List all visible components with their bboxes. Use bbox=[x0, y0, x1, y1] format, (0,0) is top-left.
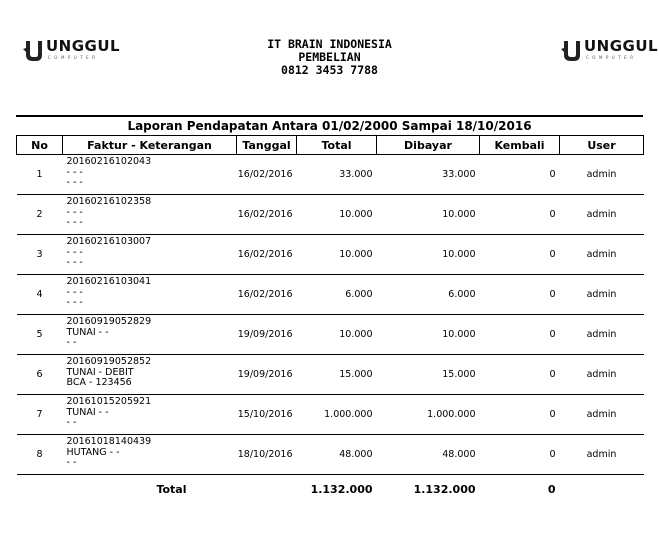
cell-total: 10.000 bbox=[297, 195, 377, 235]
cell-total: 48.000 bbox=[297, 435, 377, 475]
col-header-tanggal: Tanggal bbox=[237, 136, 297, 155]
logo-subtext: COMPUTER bbox=[48, 55, 99, 60]
cell-kembali: 0 bbox=[480, 435, 560, 475]
faktur-note-1: TUNAI - DEBIT bbox=[66, 366, 134, 378]
cell-dibayar: 10.000 bbox=[377, 195, 480, 235]
col-header-dibayar: Dibayar bbox=[377, 136, 480, 155]
faktur-note-2: - - - bbox=[66, 297, 83, 308]
cell-total: 6.000 bbox=[297, 275, 377, 315]
logo-text: UNGGUL bbox=[584, 37, 659, 55]
cell-tanggal: 16/02/2016 bbox=[237, 235, 297, 275]
cell-total: 33.000 bbox=[297, 155, 377, 195]
table-row bbox=[17, 355, 644, 395]
totals-kembali: 0 bbox=[547, 482, 556, 496]
totals-total: 1.132.000 bbox=[310, 482, 373, 496]
faktur-note-1: TUNAI - - bbox=[66, 406, 109, 418]
company-name: IT BRAIN INDONESIA bbox=[267, 37, 392, 51]
faktur-note-2: - - - bbox=[66, 177, 83, 188]
cell-kembali: 0 bbox=[480, 155, 560, 195]
cell-dibayar: 10.000 bbox=[377, 235, 480, 275]
cell-user: admin bbox=[560, 315, 644, 355]
cell-no: 8 bbox=[17, 435, 63, 475]
cell-kembali: 0 bbox=[480, 355, 560, 395]
cell-tanggal: 16/02/2016 bbox=[237, 275, 297, 315]
cell-tanggal: 19/09/2016 bbox=[237, 355, 297, 395]
cell-no: 1 bbox=[17, 155, 63, 195]
totals-dibayar: 1.132.000 bbox=[413, 482, 476, 496]
cell-no: 4 bbox=[17, 275, 63, 315]
table-row bbox=[17, 315, 644, 355]
table-row bbox=[17, 395, 644, 435]
faktur-number: 20161015205921 bbox=[66, 396, 152, 407]
faktur-note-1: - - - bbox=[66, 206, 83, 218]
cell-dibayar: 6.000 bbox=[377, 275, 480, 315]
cell-user: admin bbox=[560, 275, 644, 315]
table-row bbox=[17, 235, 644, 275]
faktur-note-2: - - - bbox=[66, 257, 83, 268]
table-row bbox=[17, 195, 644, 235]
col-header-faktur: Faktur - Keterangan bbox=[63, 136, 237, 155]
cell-tanggal: 18/10/2016 bbox=[237, 435, 297, 475]
faktur-note-2: - - bbox=[66, 417, 77, 428]
totals-row bbox=[17, 475, 644, 504]
cell-faktur bbox=[63, 315, 237, 355]
cell-kembali: 0 bbox=[480, 315, 560, 355]
cell-user: admin bbox=[560, 355, 644, 395]
faktur-number: 20160919052829 bbox=[66, 316, 152, 327]
table-row bbox=[17, 435, 644, 475]
cell-dibayar: 10.000 bbox=[377, 315, 480, 355]
cell-faktur bbox=[63, 155, 237, 195]
cell-faktur bbox=[63, 195, 237, 235]
cell-total: 15.000 bbox=[297, 355, 377, 395]
cell-kembali: 0 bbox=[480, 195, 560, 235]
report-header bbox=[0, 38, 659, 77]
faktur-note-2: - - bbox=[66, 337, 77, 348]
cell-tanggal: 16/02/2016 bbox=[237, 155, 297, 195]
totals-label: Total bbox=[156, 482, 187, 496]
col-header-total: Total bbox=[297, 136, 377, 155]
cell-user: admin bbox=[560, 435, 644, 475]
cell-no: 5 bbox=[17, 315, 63, 355]
cell-tanggal: 15/10/2016 bbox=[237, 395, 297, 435]
cell-faktur bbox=[63, 395, 237, 435]
cell-kembali: 0 bbox=[480, 395, 560, 435]
cell-total: 10.000 bbox=[297, 235, 377, 275]
logo-subtext: COMPUTER bbox=[586, 55, 637, 60]
cell-faktur bbox=[63, 355, 237, 395]
faktur-note-1: HUTANG - - bbox=[66, 446, 120, 458]
faktur-number: 20160216103007 bbox=[66, 236, 152, 247]
report-title: Laporan Pendapatan Antara 01/02/2000 Sampai 18/10/2016 bbox=[127, 119, 532, 133]
cell-user: admin bbox=[560, 395, 644, 435]
table-header-row bbox=[17, 136, 644, 155]
cell-user: admin bbox=[560, 195, 644, 235]
cell-faktur bbox=[63, 435, 237, 475]
cell-tanggal: 16/02/2016 bbox=[237, 195, 297, 235]
faktur-note-2: BCA - 123456 bbox=[66, 377, 132, 388]
cell-tanggal: 19/09/2016 bbox=[237, 315, 297, 355]
header-divider bbox=[16, 115, 643, 117]
cell-no: 6 bbox=[17, 355, 63, 395]
faktur-note-1: TUNAI - - bbox=[66, 326, 109, 338]
cell-no: 3 bbox=[17, 235, 63, 275]
faktur-number: 20161018140439 bbox=[66, 436, 152, 447]
faktur-number: 20160216102043 bbox=[66, 156, 152, 167]
faktur-note-1: - - - bbox=[66, 246, 83, 258]
cell-dibayar: 48.000 bbox=[377, 435, 480, 475]
faktur-note-2: - - bbox=[66, 457, 77, 468]
totals-empty bbox=[237, 475, 297, 504]
faktur-note-2: - - - bbox=[66, 217, 83, 228]
col-header-no: No bbox=[17, 136, 63, 155]
report-type: PEMBELIAN bbox=[298, 50, 361, 64]
cell-user: admin bbox=[560, 235, 644, 275]
cell-kembali: 0 bbox=[480, 275, 560, 315]
cell-dibayar: 1.000.000 bbox=[377, 395, 480, 435]
cell-total: 1.000.000 bbox=[297, 395, 377, 435]
cell-total: 10.000 bbox=[297, 315, 377, 355]
report-table bbox=[16, 135, 644, 503]
faktur-number: 20160216102358 bbox=[66, 196, 152, 207]
cell-user: admin bbox=[560, 155, 644, 195]
table-row bbox=[17, 155, 644, 195]
cell-dibayar: 33.000 bbox=[377, 155, 480, 195]
faktur-number: 20160216103041 bbox=[66, 276, 152, 287]
cell-dibayar: 15.000 bbox=[377, 355, 480, 395]
faktur-note-1: - - - bbox=[66, 166, 83, 178]
totals-spacer bbox=[17, 475, 63, 504]
cell-no: 7 bbox=[17, 395, 63, 435]
company-phone: 0812 3453 7788 bbox=[281, 63, 378, 77]
logo-text: UNGGUL bbox=[46, 37, 121, 55]
cell-faktur bbox=[63, 235, 237, 275]
cell-faktur bbox=[63, 275, 237, 315]
cell-no: 2 bbox=[17, 195, 63, 235]
faktur-number: 20160919052852 bbox=[66, 356, 152, 367]
col-header-user: User bbox=[560, 136, 644, 155]
col-header-kembali: Kembali bbox=[480, 136, 560, 155]
faktur-note-1: - - - bbox=[66, 286, 83, 298]
cell-kembali: 0 bbox=[480, 235, 560, 275]
totals-user-empty bbox=[560, 475, 644, 504]
table-row bbox=[17, 275, 644, 315]
